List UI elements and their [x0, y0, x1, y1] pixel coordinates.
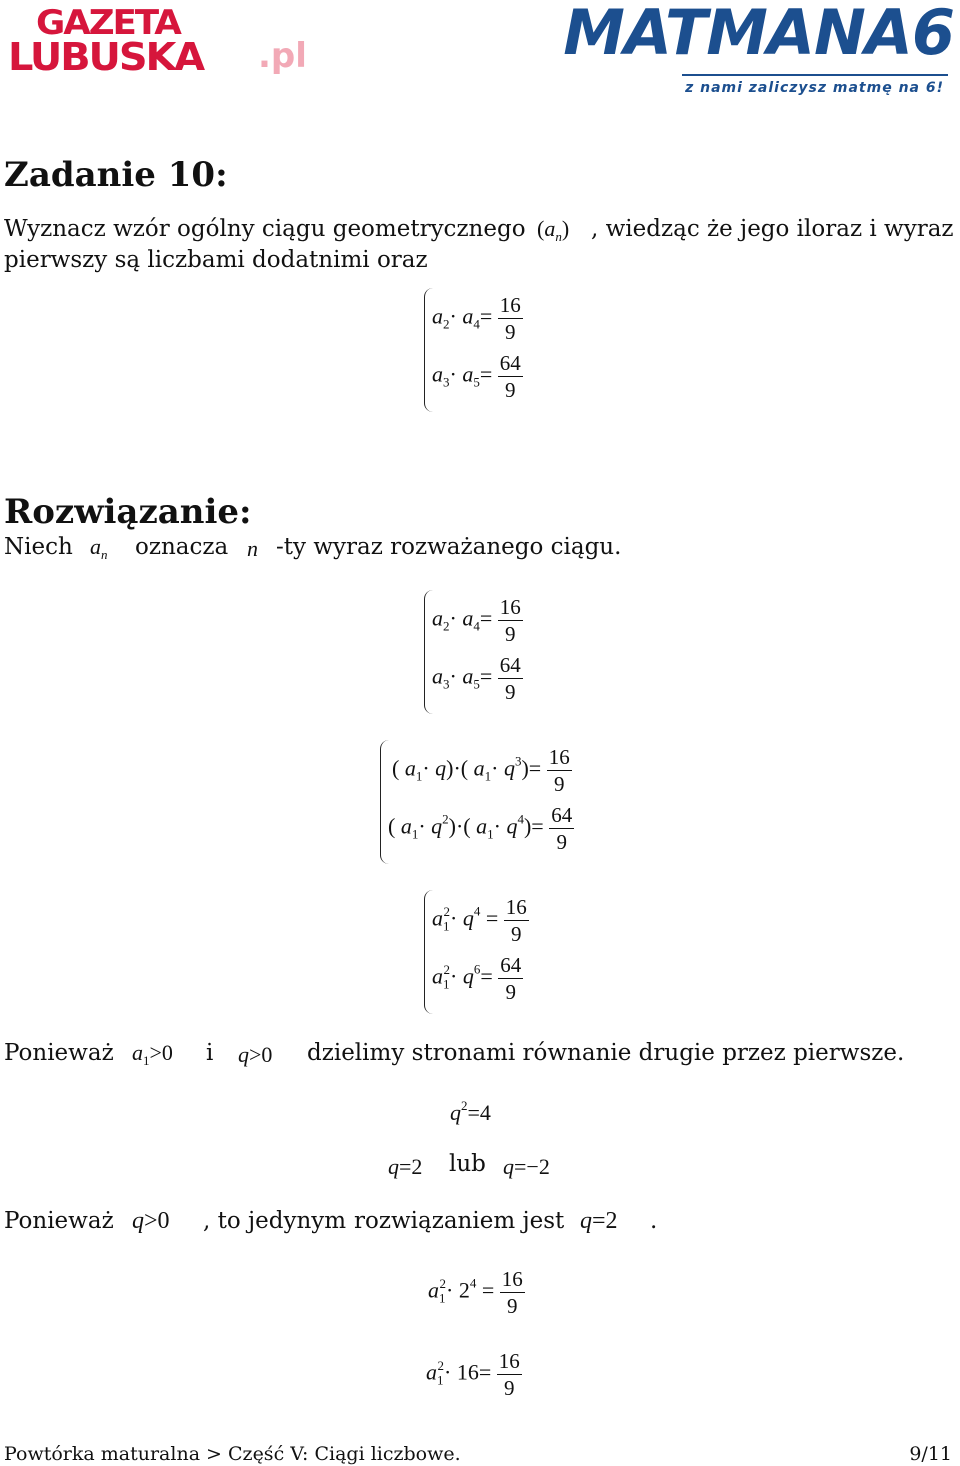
- task-line2: pierwszy są liczbami dodatnimi oraz: [4, 247, 428, 273]
- logo-underline: [682, 74, 948, 76]
- equation-q-squared: $q^2=4$: [450, 1098, 491, 1125]
- condition-q: q>0: [238, 1042, 273, 1067]
- sequence-symbol: $(a_n)$: [537, 216, 570, 244]
- period: .: [650, 1208, 658, 1234]
- equation-simplified-2: $a_1^2\cdot q^6=$ $\frac{64}{9}$: [432, 953, 522, 1004]
- equation-a2a4: $a_2\cdot a_4=$ $\frac{16}{9}$: [432, 595, 521, 646]
- poniewaz-label: Ponieważ: [4, 1208, 114, 1234]
- equation-a3a5: $a_3\cdot a_5=$ $\frac{64}{9}$: [432, 351, 521, 402]
- dzielimy-label: dzielimy stronami równanie drugie przez pierwsze.: [307, 1040, 905, 1066]
- task-title: Zadanie 10:: [4, 155, 228, 195]
- matmana6-logo: [563, 0, 954, 98]
- lub-label: lub: [449, 1151, 486, 1177]
- poniewaz-label: Ponieważ: [4, 1040, 114, 1066]
- solution-title: Rozwiązanie:: [4, 492, 252, 532]
- rozwiazaniem-label: rozwiązaniem jest: [354, 1208, 565, 1234]
- page-number: 9/11: [909, 1443, 952, 1465]
- condition-a1: $a_1>0$: [132, 1040, 173, 1068]
- logo-line1: GAZETA: [36, 3, 180, 43]
- task-text-before: Wyznacz wzór ogólny ciągu geometrycznego: [4, 216, 526, 242]
- i-label: i: [206, 1040, 214, 1066]
- task-text-after: , wiedząc że jego iloraz i wyraz: [591, 216, 954, 242]
- equation-q-negative: q=−2: [503, 1154, 550, 1179]
- logo-name: MATMANA6: [563, 0, 954, 69]
- logo-suffix: .pl: [258, 36, 307, 76]
- equation-simplified-1: $a_1^2\cdot q^4$ = $\frac{16}{9}$: [432, 895, 527, 946]
- logo-tagline: z nami zaliczysz matmę na 6!: [685, 80, 944, 96]
- niech-label: Niech: [4, 534, 73, 560]
- equation-substituted: $a_1^2\cdot 2^4$ = $\frac{16}{9}$: [428, 1267, 523, 1318]
- oznacza-label: oznacza: [135, 534, 229, 560]
- footer-breadcrumb: Powtórka maturalna > Część V: Ciągi liczbowe.: [4, 1443, 461, 1465]
- jedynym-label: , to jedynym: [203, 1208, 347, 1234]
- n-symbol: n: [247, 536, 258, 561]
- ty-wyraz-label: -ty wyraz rozważanego ciągu.: [276, 534, 622, 560]
- equation-a1-squared: $a_1^2\cdot 16=$ $\frac{16}{9}$: [426, 1349, 520, 1400]
- solution-q: q=2: [580, 1208, 618, 1234]
- equation-expanded-1: ( $a_1\cdot q)\cdot$( $a_1\cdot q^3)=$ $\frac{16}{9}$: [392, 745, 570, 796]
- logo-line2: LUBUSKA: [8, 35, 204, 79]
- condition-q: q>0: [132, 1208, 170, 1234]
- equation-a2a4: $a_2\cdot a_4=$ $\frac{16}{9}$: [432, 293, 521, 344]
- equation-q-positive: q=2: [388, 1154, 423, 1179]
- gazeta-lubuska-logo: [8, 3, 307, 79]
- equation-a3a5: $a_3\cdot a_5=$ $\frac{64}{9}$: [432, 653, 521, 704]
- equation-expanded-2: ( $a_1\cdot q^2)\cdot$( $a_1\cdot q^4)=$ $\frac{64}{9}$: [388, 803, 573, 854]
- a-n-symbol: $a_n$: [90, 534, 108, 562]
